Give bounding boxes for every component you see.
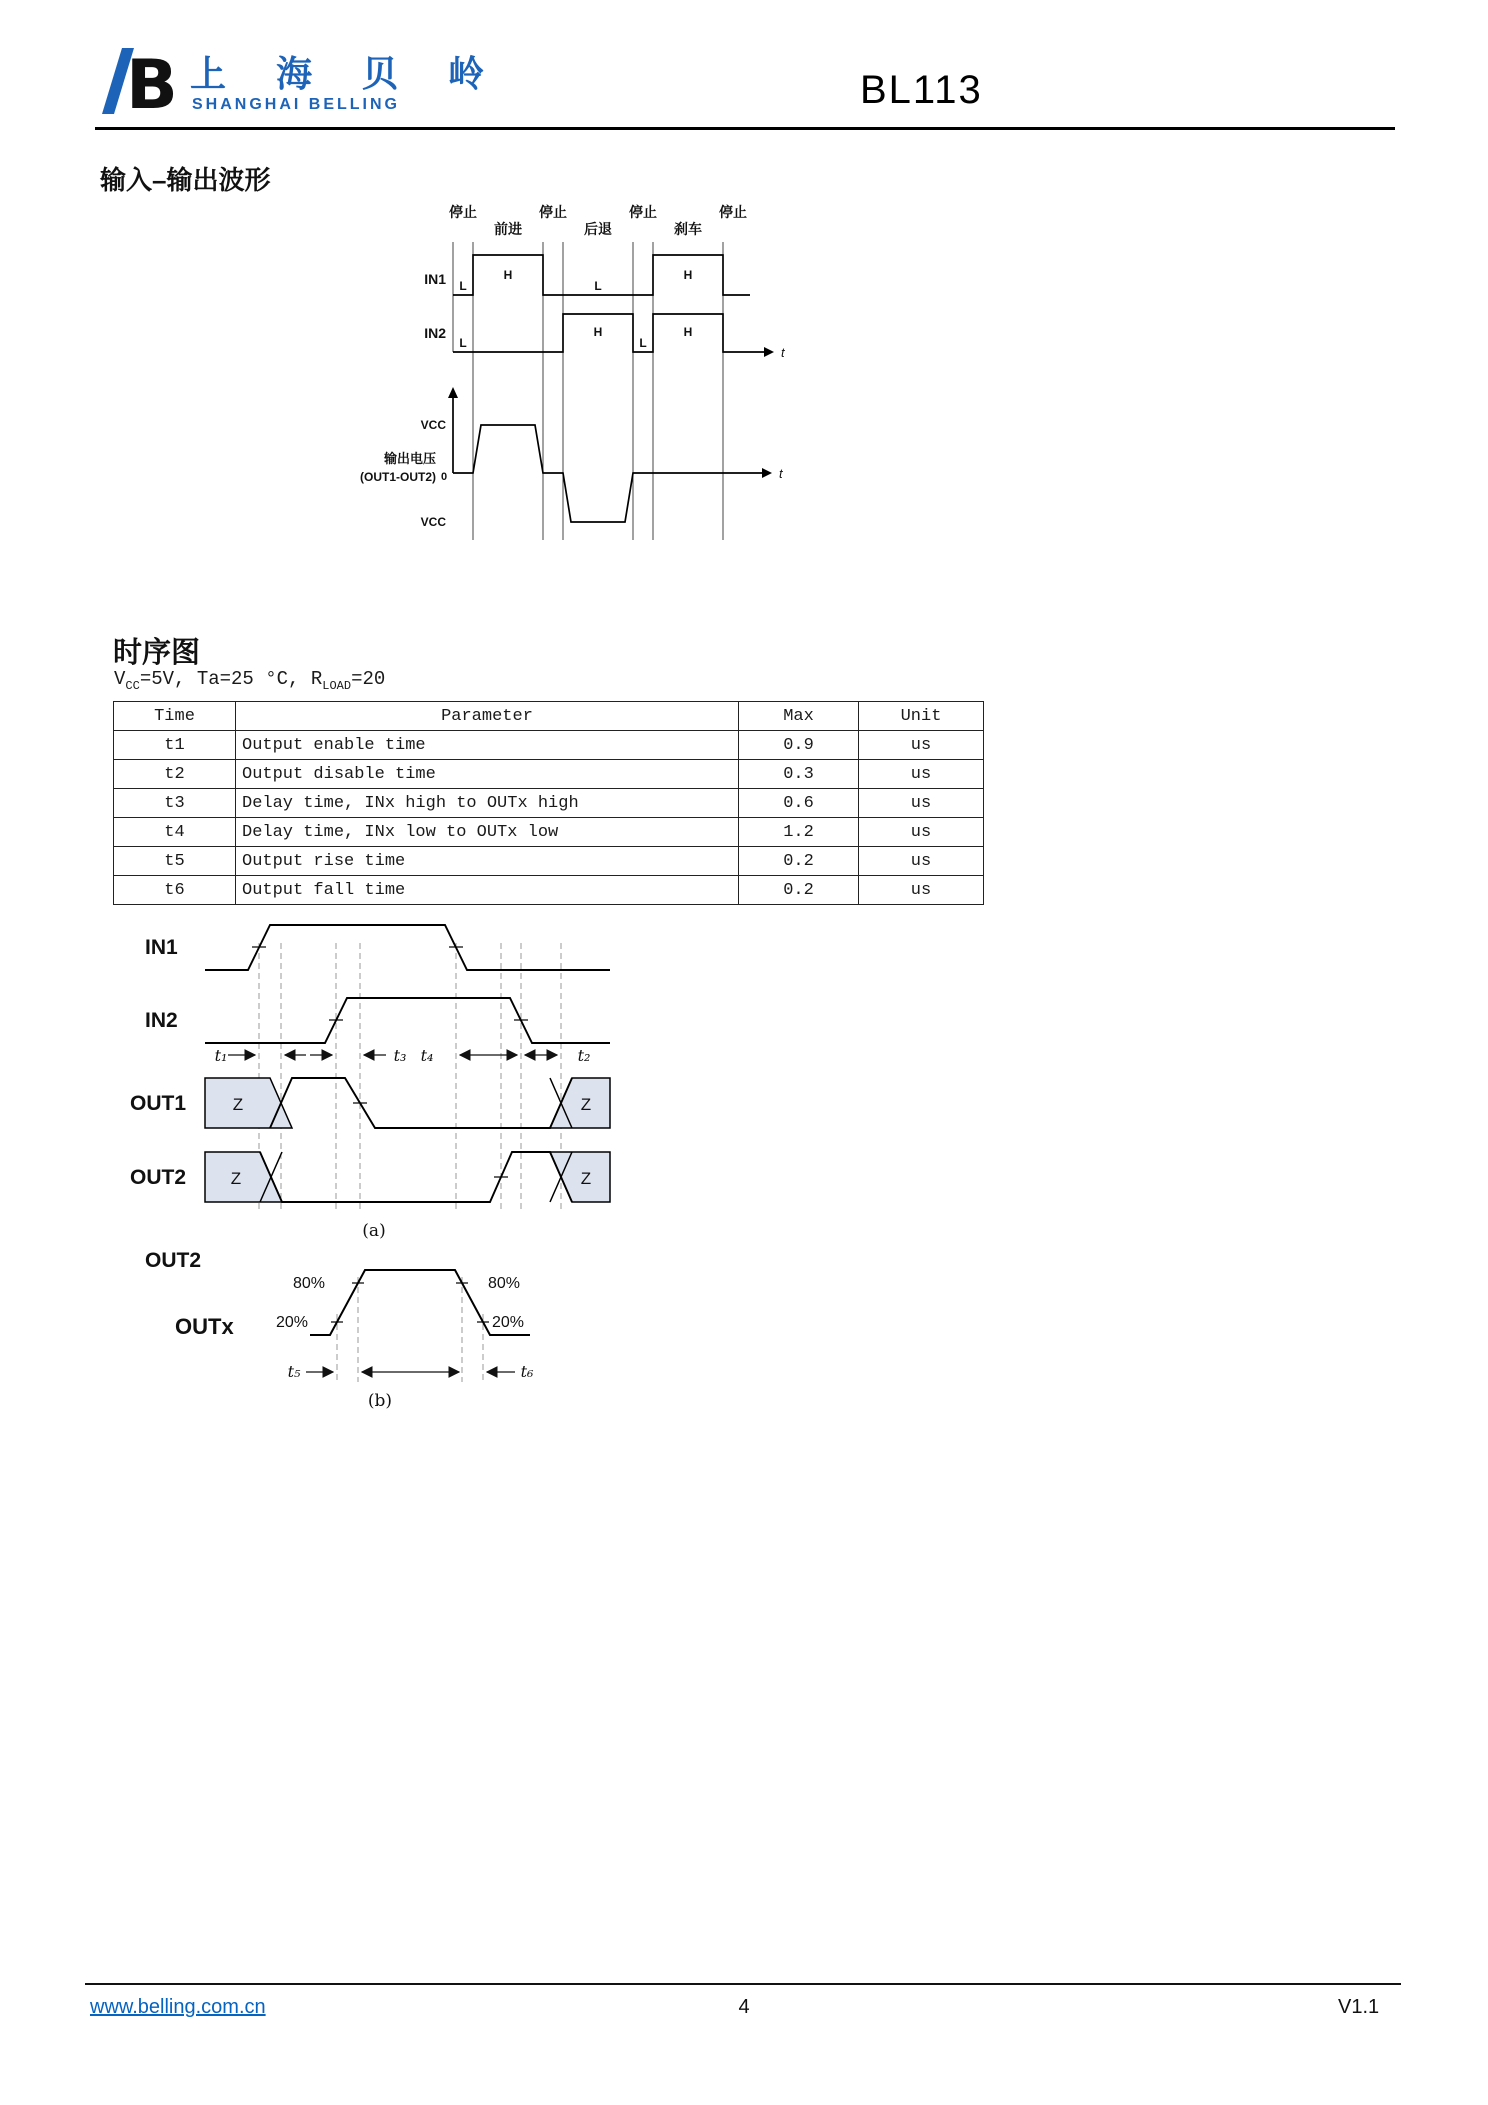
table-row-t2 (114, 760, 984, 789)
timing-parameters-table (113, 701, 984, 905)
output-time-axis-arrow (762, 468, 772, 478)
caption-b: (b) (367, 1391, 393, 1411)
cell-time: t1 (114, 731, 236, 760)
vcc-bottom-label: VCC (420, 515, 446, 529)
output-voltage-label-line2: (OUT1-OUT2) (360, 470, 436, 484)
t2-marker-label: t₂ (577, 1046, 591, 1065)
a-out1-z-regions (205, 1078, 610, 1128)
phase-label-reverse: 后退 (584, 221, 612, 237)
output-voltage-axis-arrow (448, 387, 458, 398)
cell-unit: us (859, 789, 984, 818)
b-dashed-lines (337, 1277, 483, 1382)
phase-label-forward: 前进 (494, 221, 522, 237)
cell-time: t3 (114, 789, 236, 818)
logo-b-glyph: B (126, 46, 178, 120)
cell-time: t4 (114, 818, 236, 847)
phase-label-stop-2: 停止 (539, 204, 567, 220)
cell-unit: us (859, 760, 984, 789)
in2-level-0: L (459, 336, 467, 350)
a-in2-waveform (205, 998, 610, 1043)
region-divider-lines (453, 242, 723, 540)
z-label-3: Z (230, 1169, 242, 1188)
z-label-1: Z (232, 1095, 244, 1114)
caption-a: (a) (362, 1221, 386, 1240)
in2-level-2: L (639, 336, 647, 350)
in1-level-0: L (459, 279, 467, 293)
footer-page-number: 4 (738, 1996, 750, 2018)
section-title-timing: 时序图 (113, 637, 201, 669)
in2-time-axis-label: t (781, 345, 785, 360)
table-row-t1 (114, 731, 984, 760)
col-header-parameter: Parameter (236, 702, 739, 731)
cell-max: 0.2 (739, 847, 859, 876)
in1-level-2: L (594, 279, 602, 293)
condition-base-2: =5V, Ta=25 °C, R (139, 668, 323, 690)
in1-signal-label: IN1 (424, 271, 446, 287)
reference-dashed-lines (259, 943, 561, 1211)
cell-max: 0.9 (739, 731, 859, 760)
condition-sub-load: LOAD (322, 678, 352, 693)
t6-marker-label: t₆ (520, 1362, 534, 1381)
in2-time-axis-arrow (764, 347, 774, 357)
cell-parameter: Output enable time (236, 731, 739, 760)
a-out1-label: OUT1 (130, 1092, 187, 1115)
in1-level-1: H (503, 268, 513, 282)
a-in2-label: IN2 (145, 1009, 178, 1032)
header-divider (95, 127, 1395, 130)
in2-waveform (453, 314, 764, 352)
t1-marker-label: t₁ (214, 1046, 228, 1065)
cell-max: 1.2 (739, 818, 859, 847)
phase-label-stop-1: 停止 (449, 204, 477, 220)
a-out2-z-regions (205, 1152, 610, 1202)
a-out2-label: OUT2 (130, 1166, 187, 1189)
condition-base-1: V (114, 668, 126, 690)
b-20-left-label: 20% (275, 1314, 308, 1331)
footer-website-link[interactable]: www.belling.com.cn (90, 1996, 266, 2018)
in2-level-3: H (683, 325, 693, 339)
z-label-2: Z (580, 1095, 592, 1114)
t3-marker-label: t₃ (393, 1046, 407, 1065)
cell-parameter: Output fall time (236, 876, 739, 905)
cell-max: 0.3 (739, 760, 859, 789)
cell-max: 0.2 (739, 876, 859, 905)
phase-label-stop-3: 停止 (629, 204, 657, 220)
output-voltage-label-line1: 输出电压 (383, 451, 436, 466)
table-row-t4 (114, 818, 984, 847)
timing-diagram-b (130, 1240, 710, 1415)
cell-unit: us (859, 731, 984, 760)
cell-unit: us (859, 818, 984, 847)
part-number: BL113 (860, 68, 983, 112)
input-output-waveform-diagram (358, 200, 798, 565)
t5-marker-label: t₅ (287, 1362, 301, 1381)
table-row-t5 (114, 847, 984, 876)
in2-level-1: H (593, 325, 603, 339)
cell-time: t2 (114, 760, 236, 789)
cell-time: t5 (114, 847, 236, 876)
col-header-time: Time (114, 702, 236, 731)
condition-base-3: =20 (351, 668, 386, 690)
footer-version: V1.1 (1338, 1996, 1380, 2018)
table-header-row (114, 702, 984, 731)
b-80-right-label: 80% (488, 1275, 521, 1292)
test-condition (114, 668, 385, 693)
b-out2-label: OUT2 (145, 1249, 202, 1272)
cell-time: t6 (114, 876, 236, 905)
table-row-t3 (114, 789, 984, 818)
cell-parameter: Delay time, INx low to OUTx low (236, 818, 739, 847)
company-name-cn: 上 海 贝 岭 (190, 53, 505, 94)
b-20-right-label: 20% (492, 1314, 525, 1331)
cell-unit: us (859, 847, 984, 876)
t4-marker-label: t₄ (420, 1046, 434, 1065)
b-80-left-label: 80% (292, 1275, 325, 1292)
a-out2-waveform (260, 1152, 572, 1202)
belling-logo-mark (96, 42, 178, 120)
cell-unit: us (859, 876, 984, 905)
company-name-en: SHANGHAI BELLING (192, 96, 400, 113)
a-in1-label: IN1 (145, 936, 178, 959)
col-header-max: Max (739, 702, 859, 731)
phase-label-brake: 刹车 (674, 221, 702, 237)
b-outx-label: OUTx (175, 1314, 234, 1339)
in1-level-labels (459, 268, 692, 293)
vcc-top-label: VCC (420, 418, 446, 432)
col-header-unit: Unit (859, 702, 984, 731)
output-time-axis-label: t (779, 466, 783, 481)
cell-max: 0.6 (739, 789, 859, 818)
in2-level-labels (459, 325, 692, 350)
cell-parameter: Delay time, INx high to OUTx high (236, 789, 739, 818)
footer-divider (85, 1983, 1401, 1985)
zero-level-label: 0 (441, 471, 448, 483)
phase-label-stop-4: 停止 (719, 204, 747, 220)
timing-diagram-a (120, 895, 640, 1240)
output-voltage-waveform (453, 425, 762, 522)
in1-level-3: H (683, 268, 693, 282)
in2-signal-label: IN2 (424, 325, 446, 341)
cell-parameter: Output disable time (236, 760, 739, 789)
cell-parameter: Output rise time (236, 847, 739, 876)
section-title-io-waveform: 输入–输出波形 (100, 165, 271, 195)
a-out1-waveform (270, 1078, 572, 1128)
z-label-4: Z (580, 1169, 592, 1188)
condition-sub-cc: CC (125, 678, 140, 693)
